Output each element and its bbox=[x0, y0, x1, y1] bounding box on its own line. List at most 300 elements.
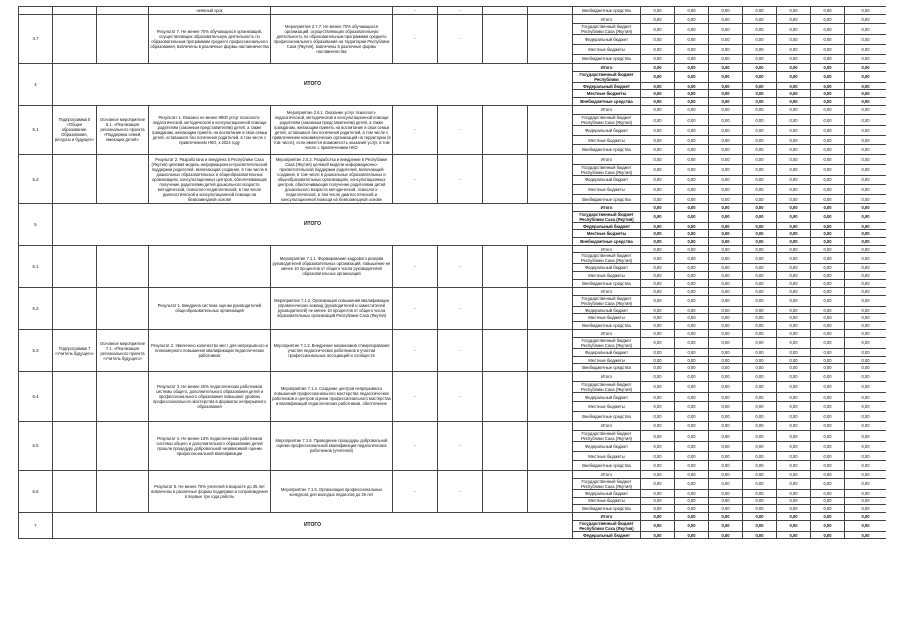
deadline-start-cell: - bbox=[393, 7, 438, 15]
amount-cell: 0,00 bbox=[743, 470, 777, 478]
amount-cell: 0,00 bbox=[777, 381, 811, 392]
amount-cell: 0,00 bbox=[709, 372, 743, 382]
row-number: 6.5 bbox=[19, 421, 53, 470]
amount-cell: 0,00 bbox=[743, 245, 777, 253]
amount-cell: 0,00 bbox=[777, 442, 811, 452]
amount-cell: 0,00 bbox=[743, 451, 777, 461]
amount-cell: 0,00 bbox=[811, 135, 845, 145]
amount-cell: 0,00 bbox=[709, 356, 743, 364]
funding-source: Местные бюджеты bbox=[573, 135, 641, 145]
task-cell bbox=[271, 7, 393, 15]
row-number: 6.1 bbox=[19, 245, 53, 287]
amount-cell: 0,00 bbox=[641, 314, 675, 322]
amount-cell: 0,00 bbox=[743, 194, 777, 204]
amount-cell: 0,00 bbox=[641, 230, 675, 238]
amount-cell: 0,00 bbox=[845, 461, 887, 471]
amount-cell: 0,00 bbox=[641, 44, 675, 54]
amount-cell: 0,00 bbox=[743, 295, 777, 306]
amount-cell: 0,00 bbox=[743, 381, 777, 392]
amount-cell: 0,00 bbox=[709, 211, 743, 222]
amount-cell: 0,00 bbox=[811, 421, 845, 431]
amount-cell: 0,00 bbox=[811, 330, 845, 338]
result-cell: Результат 5. Не менее 70% учителей в возрасте до 35 лет вовлечены в различные формы поддержки и сопровождения в первые три года работы bbox=[149, 470, 271, 512]
blank-cell bbox=[528, 245, 573, 287]
amount-cell: 0,00 bbox=[709, 230, 743, 238]
funding-source: Государственный бюджет Республики Саха (Якутия) bbox=[573, 295, 641, 306]
amount-cell: 0,00 bbox=[743, 82, 777, 90]
table-row bbox=[19, 7, 887, 15]
amount-cell: 0,00 bbox=[675, 513, 709, 521]
amount-cell: 0,00 bbox=[811, 461, 845, 471]
program-cell bbox=[53, 245, 97, 287]
amount-cell: 0,00 bbox=[675, 364, 709, 372]
blank-cell bbox=[483, 245, 528, 287]
amount-cell: 0,00 bbox=[811, 204, 845, 212]
deadline-end-cell: - bbox=[438, 7, 483, 15]
task-cell: Мероприятие 7.1.6. Организация профессиональных конкурсов для молодых педагогов до 35 лет bbox=[271, 470, 393, 512]
amount-cell: 0,00 bbox=[777, 287, 811, 295]
amount-cell: 0,00 bbox=[675, 44, 709, 54]
amount-cell: 0,00 bbox=[777, 126, 811, 136]
deadline-end-cell: - bbox=[438, 372, 483, 421]
amount-cell: 0,00 bbox=[811, 126, 845, 136]
funding-source: Внебюджетные средства bbox=[573, 97, 641, 105]
amount-cell: 0,00 bbox=[777, 24, 811, 35]
funding-source: Итого bbox=[573, 330, 641, 338]
amount-cell: 0,00 bbox=[743, 330, 777, 338]
amount-cell: 0,00 bbox=[675, 82, 709, 90]
amount-cell: 0,00 bbox=[777, 145, 811, 155]
amount-cell: 0,00 bbox=[675, 478, 709, 489]
amount-cell: 0,00 bbox=[777, 306, 811, 314]
deadline-start-cell: - bbox=[393, 287, 438, 329]
funding-source: Государственный бюджет Республики bbox=[573, 71, 641, 82]
amount-cell: 0,00 bbox=[777, 54, 811, 64]
amount-cell: 0,00 bbox=[675, 431, 709, 442]
amount-cell: 0,00 bbox=[675, 54, 709, 64]
blank-cell bbox=[483, 105, 528, 154]
amount-cell: 0,00 bbox=[811, 64, 845, 72]
program-cell bbox=[53, 421, 97, 470]
amount-cell: 0,00 bbox=[675, 24, 709, 35]
amount-cell: 0,00 bbox=[845, 35, 887, 45]
amount-cell: 0,00 bbox=[675, 295, 709, 306]
funding-source: Местные бюджеты bbox=[573, 230, 641, 238]
amount-cell: 0,00 bbox=[743, 412, 777, 422]
deadline-end-cell: - bbox=[438, 154, 483, 203]
amount-cell: 0,00 bbox=[709, 412, 743, 422]
funding-source: Итого bbox=[573, 105, 641, 115]
amount-cell: 0,00 bbox=[743, 135, 777, 145]
amount-cell: 0,00 bbox=[777, 421, 811, 431]
amount-cell: 0,00 bbox=[777, 64, 811, 72]
amount-cell: 0,00 bbox=[777, 478, 811, 489]
amount-cell: 0,00 bbox=[641, 204, 675, 212]
funding-source: Федеральный бюджет bbox=[573, 175, 641, 185]
funding-source: Итого bbox=[573, 204, 641, 212]
amount-cell: 0,00 bbox=[641, 478, 675, 489]
amount-cell: 0,00 bbox=[675, 497, 709, 505]
deadline-start-cell: - bbox=[393, 421, 438, 470]
amount-cell: 0,00 bbox=[777, 372, 811, 382]
amount-cell: 0,00 bbox=[811, 287, 845, 295]
amount-cell: 0,00 bbox=[641, 115, 675, 126]
amount-cell: 0,00 bbox=[743, 431, 777, 442]
amount-cell: 0,00 bbox=[743, 314, 777, 322]
activity-cell bbox=[97, 421, 149, 470]
amount-cell: 0,00 bbox=[811, 356, 845, 364]
program-cell bbox=[53, 372, 97, 421]
amount-cell: 0,00 bbox=[743, 7, 777, 15]
amount-cell: 0,00 bbox=[675, 14, 709, 24]
amount-cell: 0,00 bbox=[743, 164, 777, 175]
amount-cell: 0,00 bbox=[709, 204, 743, 212]
amount-cell: 0,00 bbox=[641, 497, 675, 505]
amount-cell: 0,00 bbox=[811, 185, 845, 195]
amount-cell: 0,00 bbox=[641, 164, 675, 175]
amount-cell: 0,00 bbox=[709, 24, 743, 35]
amount-cell: 0,00 bbox=[777, 115, 811, 126]
amount-cell: 0,00 bbox=[777, 194, 811, 204]
activity-cell bbox=[97, 245, 149, 287]
amount-cell: 0,00 bbox=[709, 222, 743, 230]
row-number: 6.6 bbox=[19, 470, 53, 512]
amount-cell: 0,00 bbox=[811, 175, 845, 185]
amount-cell: 0,00 bbox=[675, 253, 709, 264]
amount-cell: 0,00 bbox=[777, 280, 811, 288]
amount-cell: 0,00 bbox=[777, 412, 811, 422]
amount-cell: 0,00 bbox=[777, 520, 811, 531]
amount-cell: 0,00 bbox=[641, 71, 675, 82]
funding-source: Внебюджетные средства bbox=[573, 145, 641, 155]
funding-source: Федеральный бюджет bbox=[573, 531, 641, 539]
amount-cell: 0,00 bbox=[811, 489, 845, 497]
amount-cell: 0,00 bbox=[675, 230, 709, 238]
deadline-end-cell: - bbox=[438, 470, 483, 512]
amount-cell: 0,00 bbox=[641, 24, 675, 35]
amount-cell: 0,00 bbox=[675, 272, 709, 280]
funding-source: Внебюджетные средства bbox=[573, 412, 641, 422]
amount-cell: 0,00 bbox=[811, 431, 845, 442]
amount-cell: 0,00 bbox=[675, 126, 709, 136]
amount-cell: 0,00 bbox=[743, 154, 777, 164]
amount-cell: 0,00 bbox=[777, 531, 811, 539]
amount-cell: 0,00 bbox=[743, 478, 777, 489]
funding-source: Итого bbox=[573, 64, 641, 72]
amount-cell: 0,00 bbox=[743, 145, 777, 155]
row-number: 5.2 bbox=[19, 154, 53, 203]
amount-cell: 0,00 bbox=[845, 295, 887, 306]
blank-cell bbox=[483, 14, 528, 63]
amount-cell: 0,00 bbox=[845, 497, 887, 505]
amount-cell: 0,00 bbox=[709, 185, 743, 195]
amount-cell: 0,00 bbox=[743, 222, 777, 230]
amount-cell: 0,00 bbox=[641, 7, 675, 15]
amount-cell: 0,00 bbox=[641, 245, 675, 253]
amount-cell: 0,00 bbox=[777, 348, 811, 356]
amount-cell: 0,00 bbox=[743, 392, 777, 402]
amount-cell: 0,00 bbox=[675, 71, 709, 82]
amount-cell: 0,00 bbox=[811, 230, 845, 238]
deadline-end-cell: - bbox=[438, 287, 483, 329]
amount-cell: 0,00 bbox=[675, 105, 709, 115]
amount-cell: 0,00 bbox=[743, 54, 777, 64]
result-cell: Результат 2. Увеличено количество мест для непрерывного и планомерного повышения квалификации педагогических работников bbox=[149, 330, 271, 372]
amount-cell: 0,00 bbox=[675, 175, 709, 185]
amount-cell: 0,00 bbox=[743, 272, 777, 280]
amount-cell: 0,00 bbox=[845, 402, 887, 412]
amount-cell: 0,00 bbox=[743, 44, 777, 54]
amount-cell: 0,00 bbox=[845, 520, 887, 531]
amount-cell: 0,00 bbox=[641, 14, 675, 24]
amount-cell: 0,00 bbox=[811, 306, 845, 314]
amount-cell: 0,00 bbox=[675, 451, 709, 461]
amount-cell: 0,00 bbox=[811, 402, 845, 412]
program-cell: Подпрограмма 7 «Учитель будущего» bbox=[53, 330, 97, 372]
blank-cell bbox=[528, 287, 573, 329]
amount-cell: 0,00 bbox=[709, 322, 743, 330]
program-cell bbox=[53, 154, 97, 203]
amount-cell: 0,00 bbox=[675, 204, 709, 212]
funding-source: Государственный бюджет Республики Саха (Якутия) bbox=[573, 211, 641, 222]
amount-cell: 0,00 bbox=[743, 505, 777, 513]
funding-source: Итого bbox=[573, 513, 641, 521]
amount-cell: 0,00 bbox=[743, 461, 777, 471]
amount-cell: 0,00 bbox=[743, 287, 777, 295]
amount-cell: 0,00 bbox=[709, 431, 743, 442]
amount-cell: 0,00 bbox=[675, 381, 709, 392]
activity-cell bbox=[97, 154, 149, 203]
budget-table-page bbox=[18, 6, 886, 636]
amount-cell: 0,00 bbox=[845, 185, 887, 195]
amount-cell: 0,00 bbox=[709, 54, 743, 64]
amount-cell: 0,00 bbox=[641, 135, 675, 145]
amount-cell: 0,00 bbox=[777, 82, 811, 90]
amount-cell: 0,00 bbox=[743, 97, 777, 105]
amount-cell: 0,00 bbox=[845, 24, 887, 35]
task-cell: Мероприятие 7.1.1. Формирование кадрового резерва руководителей образовательных организаций, повышение не менее 10 процентов от общего числа руководителей образовательных организаций bbox=[271, 245, 393, 287]
funding-source: Федеральный бюджет bbox=[573, 222, 641, 230]
amount-cell: 0,00 bbox=[777, 71, 811, 82]
table-row bbox=[19, 372, 887, 382]
amount-cell: 0,00 bbox=[811, 24, 845, 35]
amount-cell: 0,00 bbox=[641, 64, 675, 72]
amount-cell: 0,00 bbox=[743, 489, 777, 497]
amount-cell: 0,00 bbox=[641, 356, 675, 364]
amount-cell: 0,00 bbox=[845, 64, 887, 72]
task-cell: Мероприятие 7.1.3. Внедрение механизмов стимулирования участия педагогических работников в участии профессиональных ассоциаций и сообществ bbox=[271, 330, 393, 372]
amount-cell: 0,00 bbox=[777, 135, 811, 145]
amount-cell: 0,00 bbox=[845, 306, 887, 314]
amount-cell: 0,00 bbox=[641, 306, 675, 314]
amount-cell: 0,00 bbox=[811, 314, 845, 322]
amount-cell: 0,00 bbox=[641, 461, 675, 471]
amount-cell: 0,00 bbox=[845, 451, 887, 461]
amount-cell: 0,00 bbox=[845, 348, 887, 356]
amount-cell: 0,00 bbox=[709, 513, 743, 521]
funding-source: Местные бюджеты bbox=[573, 44, 641, 54]
amount-cell: 0,00 bbox=[675, 337, 709, 348]
deadline-end-cell: - bbox=[438, 330, 483, 372]
amount-cell: 0,00 bbox=[811, 337, 845, 348]
amount-cell: 0,00 bbox=[777, 505, 811, 513]
amount-cell: 0,00 bbox=[811, 412, 845, 422]
amount-cell: 0,00 bbox=[845, 272, 887, 280]
amount-cell: 0,00 bbox=[777, 211, 811, 222]
amount-cell: 0,00 bbox=[641, 520, 675, 531]
amount-cell: 0,00 bbox=[845, 264, 887, 272]
task-cell: Мероприятие 2.7.7. Не менее 70% обучающихся организаций, осуществляющих образовательную деятельность по образовательным программам среднего профессионального образования на территории Республики Саха (Якутия), вовлечены в различные формы наставничества bbox=[271, 14, 393, 63]
task-cell: Мероприятие 7.1.2. Организация повышения квалификации управленческих команд (руководителей и заместителей руководителей) не менее 10 процентов от общего числа образовательных организаций Республики Саха (Якутия) bbox=[271, 287, 393, 329]
amount-cell: 0,00 bbox=[811, 348, 845, 356]
amount-cell: 0,00 bbox=[743, 35, 777, 45]
amount-cell: 0,00 bbox=[777, 204, 811, 212]
amount-cell: 0,00 bbox=[709, 238, 743, 246]
amount-cell: 0,00 bbox=[811, 14, 845, 24]
funding-source: Местные бюджеты bbox=[573, 497, 641, 505]
funding-source: Федеральный бюджет bbox=[573, 126, 641, 136]
amount-cell: 0,00 bbox=[709, 7, 743, 15]
program-cell bbox=[53, 7, 97, 15]
amount-cell: 0,00 bbox=[641, 381, 675, 392]
blank-cell bbox=[483, 372, 528, 421]
amount-cell: 0,00 bbox=[811, 211, 845, 222]
deadline-start-cell: - bbox=[393, 470, 438, 512]
amount-cell: 0,00 bbox=[709, 287, 743, 295]
amount-cell: 0,00 bbox=[675, 531, 709, 539]
amount-cell: 0,00 bbox=[845, 204, 887, 212]
row-number: 6.4 bbox=[19, 372, 53, 421]
amount-cell: 0,00 bbox=[777, 14, 811, 24]
amount-cell: 0,00 bbox=[675, 7, 709, 15]
amount-cell: 0,00 bbox=[709, 381, 743, 392]
task-cell: Мероприятие 7.1.5. Проведение процедуры добровольной оценки профессиональной квалификации педагогических работников (учителей) bbox=[271, 421, 393, 470]
amount-cell: 0,00 bbox=[709, 105, 743, 115]
amount-cell: 0,00 bbox=[777, 451, 811, 461]
amount-cell: 0,00 bbox=[641, 505, 675, 513]
amount-cell: 0,00 bbox=[811, 7, 845, 15]
amount-cell: 0,00 bbox=[709, 115, 743, 126]
activity-cell: Основное мероприятие 7.1. «Реализация регионального проекта «Учитель будущего» bbox=[97, 330, 149, 372]
blank-cell bbox=[528, 154, 573, 203]
amount-cell: 0,00 bbox=[709, 90, 743, 98]
amount-cell: 0,00 bbox=[845, 115, 887, 126]
amount-cell: 0,00 bbox=[777, 322, 811, 330]
result-cell: Результат 3. Не менее 20% педагогических работников системы общего, дополнительного образования детей и профессионального образования повышают уровень профессионального мастерства в форматах непрерывного образования bbox=[149, 372, 271, 421]
table-row bbox=[19, 421, 887, 431]
blank-cell bbox=[528, 14, 573, 63]
amount-cell: 0,00 bbox=[811, 520, 845, 531]
total-label: ИТОГО bbox=[53, 513, 573, 539]
amount-cell: 0,00 bbox=[743, 348, 777, 356]
amount-cell: 0,00 bbox=[811, 505, 845, 513]
amount-cell: 0,00 bbox=[675, 505, 709, 513]
amount-cell: 0,00 bbox=[675, 520, 709, 531]
amount-cell: 0,00 bbox=[641, 412, 675, 422]
deadline-start-cell: - bbox=[393, 245, 438, 287]
amount-cell: 0,00 bbox=[675, 287, 709, 295]
amount-cell: 0,00 bbox=[675, 145, 709, 155]
amount-cell: 0,00 bbox=[845, 90, 887, 98]
amount-cell: 0,00 bbox=[845, 238, 887, 246]
activity-cell bbox=[97, 470, 149, 512]
funding-source: Внебюджетные средства bbox=[573, 54, 641, 64]
amount-cell: 0,00 bbox=[811, 164, 845, 175]
amount-cell: 0,00 bbox=[641, 264, 675, 272]
total-label: ИТОГО bbox=[53, 64, 573, 105]
amount-cell: 0,00 bbox=[743, 115, 777, 126]
amount-cell: 0,00 bbox=[777, 356, 811, 364]
amount-cell: 0,00 bbox=[743, 531, 777, 539]
amount-cell: 0,00 bbox=[641, 513, 675, 521]
table-body bbox=[19, 7, 887, 539]
amount-cell: 0,00 bbox=[811, 497, 845, 505]
blank-cell bbox=[483, 421, 528, 470]
amount-cell: 0,00 bbox=[811, 54, 845, 64]
table-row bbox=[19, 154, 887, 164]
amount-cell: 0,00 bbox=[675, 90, 709, 98]
amount-cell: 0,00 bbox=[743, 306, 777, 314]
result-cell: Результат 2. Разработана и внедрена в Республике Саха (Якутия) целевая модель информационно-просветительской поддержки родителей, включающая создание, в том числе в дошкольных образовательных и общеобразовательных организациях, консультационных центров, обеспечивающих получение родителями детей дошкольного возраста методической, психолого-педагогической, в том числе диагностической и консультационной помощи на безвозмездной основе bbox=[149, 154, 271, 203]
amount-cell: 0,00 bbox=[675, 64, 709, 72]
amount-cell: 0,00 bbox=[641, 211, 675, 222]
amount-cell: 0,00 bbox=[641, 287, 675, 295]
amount-cell: 0,00 bbox=[675, 322, 709, 330]
amount-cell: 0,00 bbox=[811, 322, 845, 330]
amount-cell: 0,00 bbox=[845, 489, 887, 497]
amount-cell: 0,00 bbox=[709, 478, 743, 489]
amount-cell: 0,00 bbox=[743, 64, 777, 72]
amount-cell: 0,00 bbox=[675, 97, 709, 105]
funding-source: Внебюджетные средства bbox=[573, 322, 641, 330]
funding-source: Местные бюджеты bbox=[573, 314, 641, 322]
table-row bbox=[19, 287, 887, 295]
funding-source: Государственный бюджет Республики Саха (Якутия) bbox=[573, 478, 641, 489]
amount-cell: 0,00 bbox=[641, 364, 675, 372]
amount-cell: 0,00 bbox=[845, 381, 887, 392]
amount-cell: 0,00 bbox=[743, 14, 777, 24]
amount-cell: 0,00 bbox=[675, 421, 709, 431]
amount-cell: 0,00 bbox=[641, 470, 675, 478]
amount-cell: 0,00 bbox=[743, 356, 777, 364]
amount-cell: 0,00 bbox=[845, 14, 887, 24]
amount-cell: 0,00 bbox=[641, 194, 675, 204]
row-number: 5.1 bbox=[19, 105, 53, 154]
blank-cell bbox=[483, 154, 528, 203]
amount-cell: 0,00 bbox=[811, 154, 845, 164]
amount-cell: 0,00 bbox=[743, 520, 777, 531]
amount-cell: 0,00 bbox=[743, 126, 777, 136]
amount-cell: 0,00 bbox=[811, 253, 845, 264]
amount-cell: 0,00 bbox=[743, 322, 777, 330]
funding-source: Федеральный бюджет bbox=[573, 392, 641, 402]
amount-cell: 0,00 bbox=[709, 505, 743, 513]
deadline-start-cell: - bbox=[393, 105, 438, 154]
amount-cell: 0,00 bbox=[709, 64, 743, 72]
funding-source: Внебюджетные средства bbox=[573, 238, 641, 246]
amount-cell: 0,00 bbox=[641, 82, 675, 90]
funding-source: Государственный бюджет Республики Саха (Якутия) bbox=[573, 337, 641, 348]
amount-cell: 0,00 bbox=[845, 175, 887, 185]
amount-cell: 0,00 bbox=[777, 264, 811, 272]
amount-cell: 0,00 bbox=[675, 115, 709, 126]
amount-cell: 0,00 bbox=[811, 364, 845, 372]
amount-cell: 0,00 bbox=[811, 82, 845, 90]
amount-cell: 0,00 bbox=[845, 470, 887, 478]
amount-cell: 0,00 bbox=[811, 513, 845, 521]
amount-cell: 0,00 bbox=[641, 90, 675, 98]
row-number: 4 bbox=[19, 64, 53, 105]
